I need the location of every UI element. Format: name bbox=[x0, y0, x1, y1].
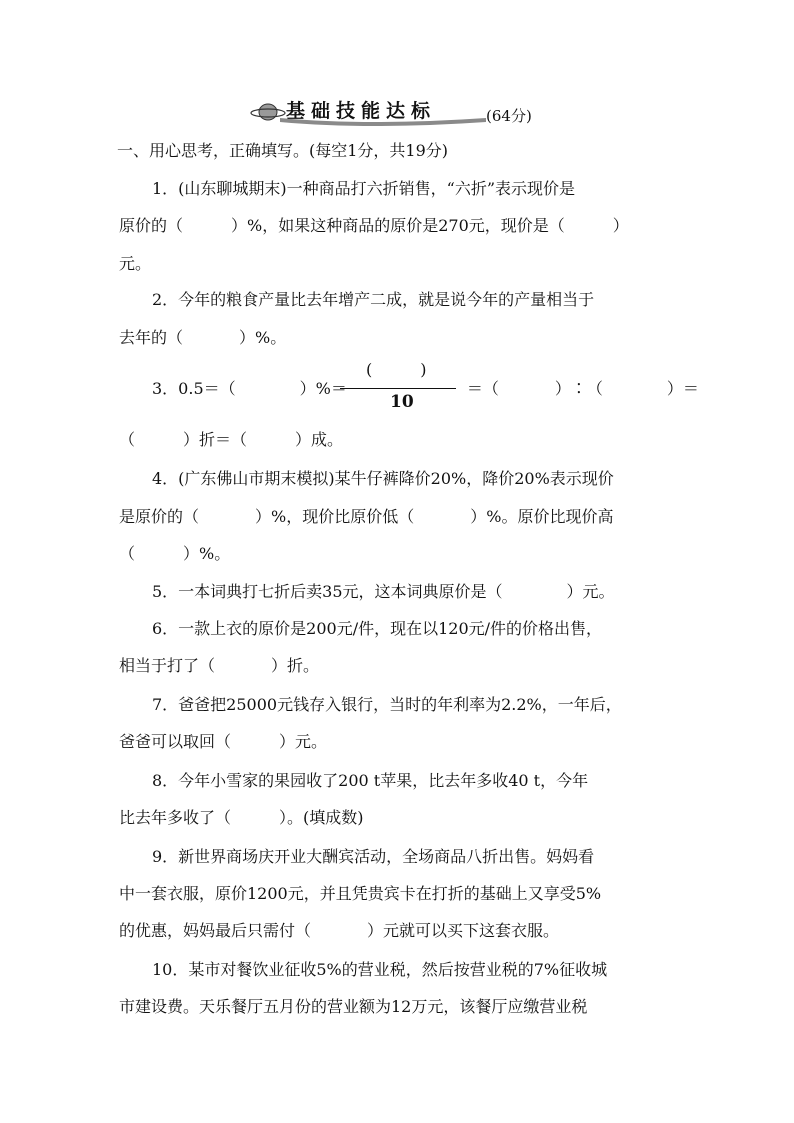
q8-line-2 bbox=[119, 807, 364, 829]
q3-fraction-denominator: 10 bbox=[390, 392, 414, 412]
q2-text-a: 去年的（ bbox=[119, 328, 184, 347]
q8-line-1: 8．今年小雪家的果园收了200 t苹果，比去年多收40 t，今年 bbox=[152, 771, 589, 790]
q4-line-2 bbox=[119, 506, 613, 528]
q6-line-2 bbox=[119, 655, 319, 677]
section-1-heading: 一、用心思考，正确填写。(每空1分，共19分) bbox=[117, 141, 449, 160]
q10-line-2: 市建设费。天乐餐厅五月份的营业额为12万元，该餐厅应缴营业税 bbox=[119, 997, 588, 1016]
q3-text-c: ＝（ bbox=[466, 379, 499, 398]
section-score: (64分) bbox=[486, 107, 532, 125]
q2-line-1: 2．今年的粮食产量比去年增产二成，就是说今年的产量相当于 bbox=[152, 290, 595, 309]
q3-line-2 bbox=[119, 429, 343, 451]
q9-line-1: 9．新世界商场庆开业大酬宾活动，全场商品八折出售。妈妈看 bbox=[152, 847, 595, 866]
q3-text-a: 3．0.5＝（ bbox=[152, 379, 236, 398]
q4-text-b: ）%，现价比原价低（ bbox=[255, 507, 415, 526]
q5-text-a: 5．一本词典打七折后卖35元，这本词典原价是（ bbox=[152, 582, 503, 601]
section-title: 基础技能达标 bbox=[286, 100, 437, 122]
q7-line-1: 7．爸爸把25000元钱存入银行，当时的年利率为2.2%，一年后， bbox=[152, 695, 622, 714]
q1-text-c: ） bbox=[612, 216, 629, 235]
q6-text-a: 相当于打了（ bbox=[119, 656, 216, 675]
q8-text-a: 比去年多收了（ bbox=[119, 808, 232, 827]
q6-text-b: ）折。 bbox=[271, 656, 320, 675]
q4-text-e: ）%。 bbox=[183, 544, 231, 563]
q9-line-2: 中一套衣服，原价1200元，并且凭贵宾卡在打折的基础上又享受5% bbox=[119, 884, 602, 903]
q1-line-2 bbox=[119, 215, 629, 237]
q7-text-a: 爸爸可以取回（ bbox=[119, 732, 232, 751]
q3-text-d: ）∶（ bbox=[554, 379, 603, 398]
q3-text-e: ）＝ bbox=[666, 379, 699, 398]
q5-text-b: ）元。 bbox=[566, 582, 615, 601]
q3-text-f: （ bbox=[119, 430, 136, 449]
q4-text-a: 是原价的（ bbox=[119, 507, 200, 526]
q7-line-2 bbox=[119, 731, 327, 753]
q7-text-b: ）元。 bbox=[279, 732, 328, 751]
q5-line-1 bbox=[152, 581, 615, 603]
q2-line-2 bbox=[119, 327, 286, 349]
q4-line-1: 4．(广东佛山市期末模拟)某牛仔裤降价20%，降价20%表示现价 bbox=[152, 469, 614, 488]
q8-text-b: ）。(填成数) bbox=[279, 808, 364, 827]
q9-text-b: ）元就可以买下这套衣服。 bbox=[367, 921, 560, 940]
q1-line-1: 1．(山东聊城期末)一种商品打六折销售，“六折”表示现价是 bbox=[152, 179, 576, 198]
q1-text-b: ）%，如果这种商品的原价是270元，现价是（ bbox=[231, 216, 565, 235]
q3-fraction-numerator[interactable]: ( ) bbox=[366, 360, 427, 379]
q9-line-3 bbox=[119, 920, 559, 942]
q3-fraction bbox=[338, 360, 458, 416]
q4-text-d: （ bbox=[119, 544, 136, 563]
q4-line-3 bbox=[119, 543, 230, 565]
q1-text-a: 原价的（ bbox=[119, 216, 184, 235]
q3-fraction-bar bbox=[340, 388, 456, 389]
q1-line-3: 元。 bbox=[119, 254, 152, 273]
q9-text-a: 的优惠，妈妈最后只需付（ bbox=[119, 921, 312, 940]
q3-text-h: ）成。 bbox=[295, 430, 344, 449]
q3-text-b: ）%＝ bbox=[299, 379, 347, 398]
section-header bbox=[250, 96, 570, 132]
q4-text-c: ）%。原价比现价高 bbox=[470, 507, 614, 526]
q3-text-g: ）折＝（ bbox=[183, 430, 248, 449]
q6-line-1: 6．一款上衣的原价是200元/件，现在以120元/件的价格出售， bbox=[152, 619, 603, 638]
q10-line-1: 10．某市对餐饮业征收5%的营业税，然后按营业税的7%征收城 bbox=[152, 960, 608, 979]
q2-text-b: ）%。 bbox=[239, 328, 287, 347]
